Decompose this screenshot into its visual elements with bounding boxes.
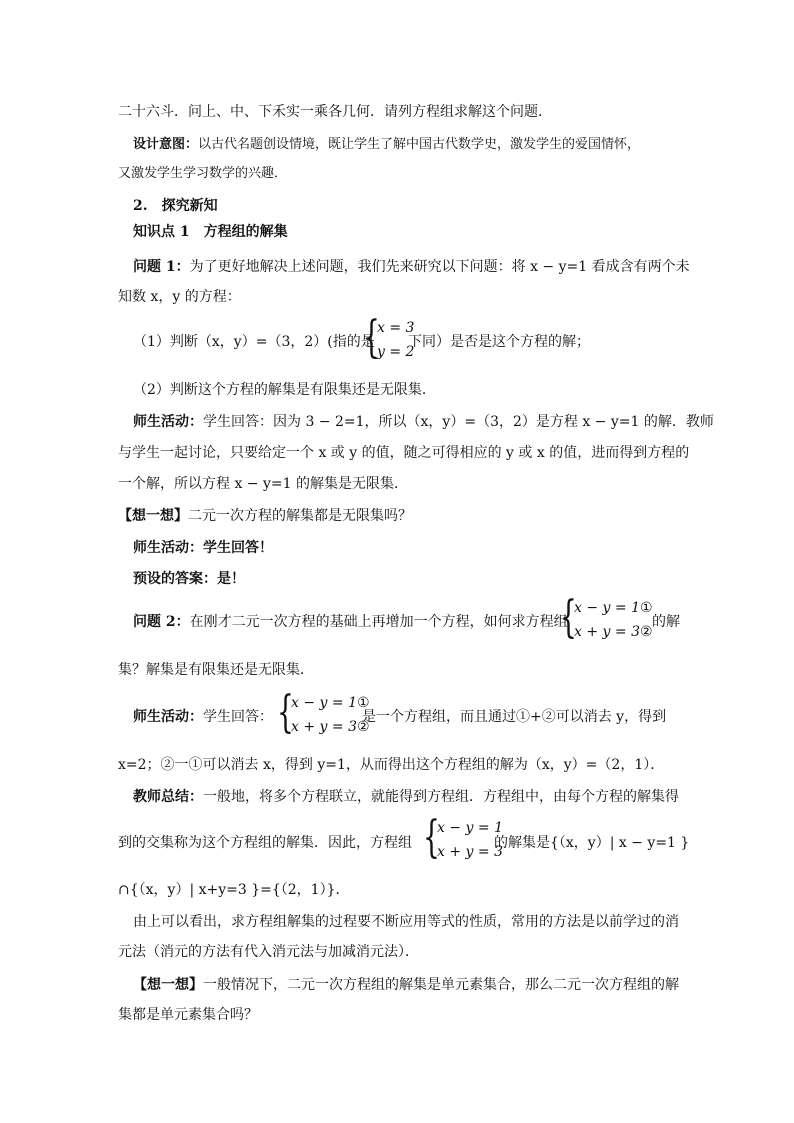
text-line-18: 师生活动：学生回答：: [133, 709, 273, 725]
text-line-16-end: 的解: [652, 614, 680, 630]
text-line-21b: 的解集是{（x，y）| x − y=1 }: [494, 835, 690, 851]
label-activity: 师生活动：: [133, 709, 203, 725]
label-design-intent: 设计意图：: [133, 137, 199, 152]
text-line-10: 师生活动：学生回答：因为 3 − 2=1，所以（x，y）=（3，2）是方程 x − y=1 的解．教师: [133, 414, 714, 430]
equation: x = 3: [377, 320, 415, 336]
equation: y = 2: [377, 344, 415, 360]
text-line-16: 问题 2：在刚才二元一次方程的基础上再增加一个方程，如何求方程组: [133, 614, 568, 630]
text-line-14: 师生活动：学生回答！: [133, 540, 273, 556]
left-brace: {: [277, 687, 294, 738]
equation: x − y = 1①: [574, 600, 653, 616]
equation: x + y = 3: [437, 844, 503, 860]
left-brace: {: [363, 312, 380, 363]
text-line-24: 元法（消元的方法有代入消元法与加减消元法）．: [118, 944, 419, 960]
text-line-2: [133, 135, 640, 155]
label-activity: 师生活动：: [133, 540, 203, 556]
equation: x + y = 3②: [291, 719, 370, 735]
label-question-2: 问题 2：: [133, 614, 190, 630]
text-line-8b: 下同）是否是这个方程的解；: [408, 334, 590, 350]
text-line-23: 由上可以看出，求方程组解集的过程要不断应用等式的性质，常用的方法是以前学过的消: [133, 914, 679, 930]
text-line-15: 预设的答案：是！: [133, 571, 245, 587]
text-line-25: 【想一想】一般情况下，二元一次方程组的解集是单元素集合，那么二元一次方程组的解: [133, 977, 679, 993]
label-preset-answer: 预设的答案：: [133, 571, 217, 587]
text-line-7: 知数 x，y 的方程：: [118, 289, 241, 305]
text-line-18-end: 是一个方程组，而且通过①+②可以消去 y，得到: [362, 709, 667, 725]
text-line-8a: （1）判断（x，y）=（3，2）(指的是: [133, 334, 375, 350]
equation: x − y = 1: [437, 820, 503, 836]
label-think: 【想一想】: [118, 508, 188, 524]
text-line-6: 问题 1：为了更好地解决上述问题，我们先来研究以下问题：将 x − y=1 看成含有两个未: [133, 259, 690, 275]
left-brace: {: [423, 812, 440, 863]
equation: x − y = 1①: [291, 695, 370, 711]
text-line-11: 与学生一起讨论，只要给定一个 x 或 y 的值，随之可得相应的 y 或 x 的值，进而得到方程的: [118, 445, 690, 461]
text-line-9: （2）判断这个方程的解集是有限集还是无限集．: [133, 382, 436, 398]
label-teacher-summary: 教师总结：: [133, 789, 203, 805]
label-think: 【想一想】: [133, 977, 203, 993]
label-activity: 师生活动：: [133, 414, 203, 430]
text-line-22: ∩{（x，y）| x+y=3 }={（2，1）}．: [118, 882, 350, 898]
text-line-19: x=2；②一①可以消去 x，得到 y=1，从而得出这个方程组的解为（x，y）=（2，1）．: [118, 757, 665, 773]
text-line-26: 集都是单元素集合吗？: [118, 1007, 258, 1023]
section-heading: 2. 探究新知: [133, 198, 218, 214]
subsection-heading: 知识点 1 方程组的解集: [133, 224, 288, 240]
equation: x + y = 3②: [574, 624, 653, 640]
text-line-1: 二十六斗．问上、中、下禾实一乘各几何．请列方程组求解这个问题．: [118, 104, 552, 120]
text-line-20: 教师总结：一般地，将多个方程联立，就能得到方程组．方程组中，由每个方程的解集得: [133, 789, 679, 805]
label-question-1: 问题 1：: [133, 259, 190, 275]
text-line-13: 【想一想】二元一次方程的解集都是无限集吗？: [118, 508, 412, 524]
left-brace: {: [560, 592, 577, 643]
text-line-21a: 到的交集称为这个方程组的解集．因此，方程组: [118, 835, 412, 851]
text: 以古代名题创设情境，既让学生了解中国古代数学史，激发学生的爱国情怀，: [198, 137, 641, 152]
text-line-12: 一个解，所以方程 x − y=1 的解集是无限集．: [118, 476, 408, 492]
text-line-17: 集？解集是有限集还是无限集．: [118, 662, 314, 678]
text-line-3: 又激发学生学习数学的兴趣．: [118, 166, 288, 181]
